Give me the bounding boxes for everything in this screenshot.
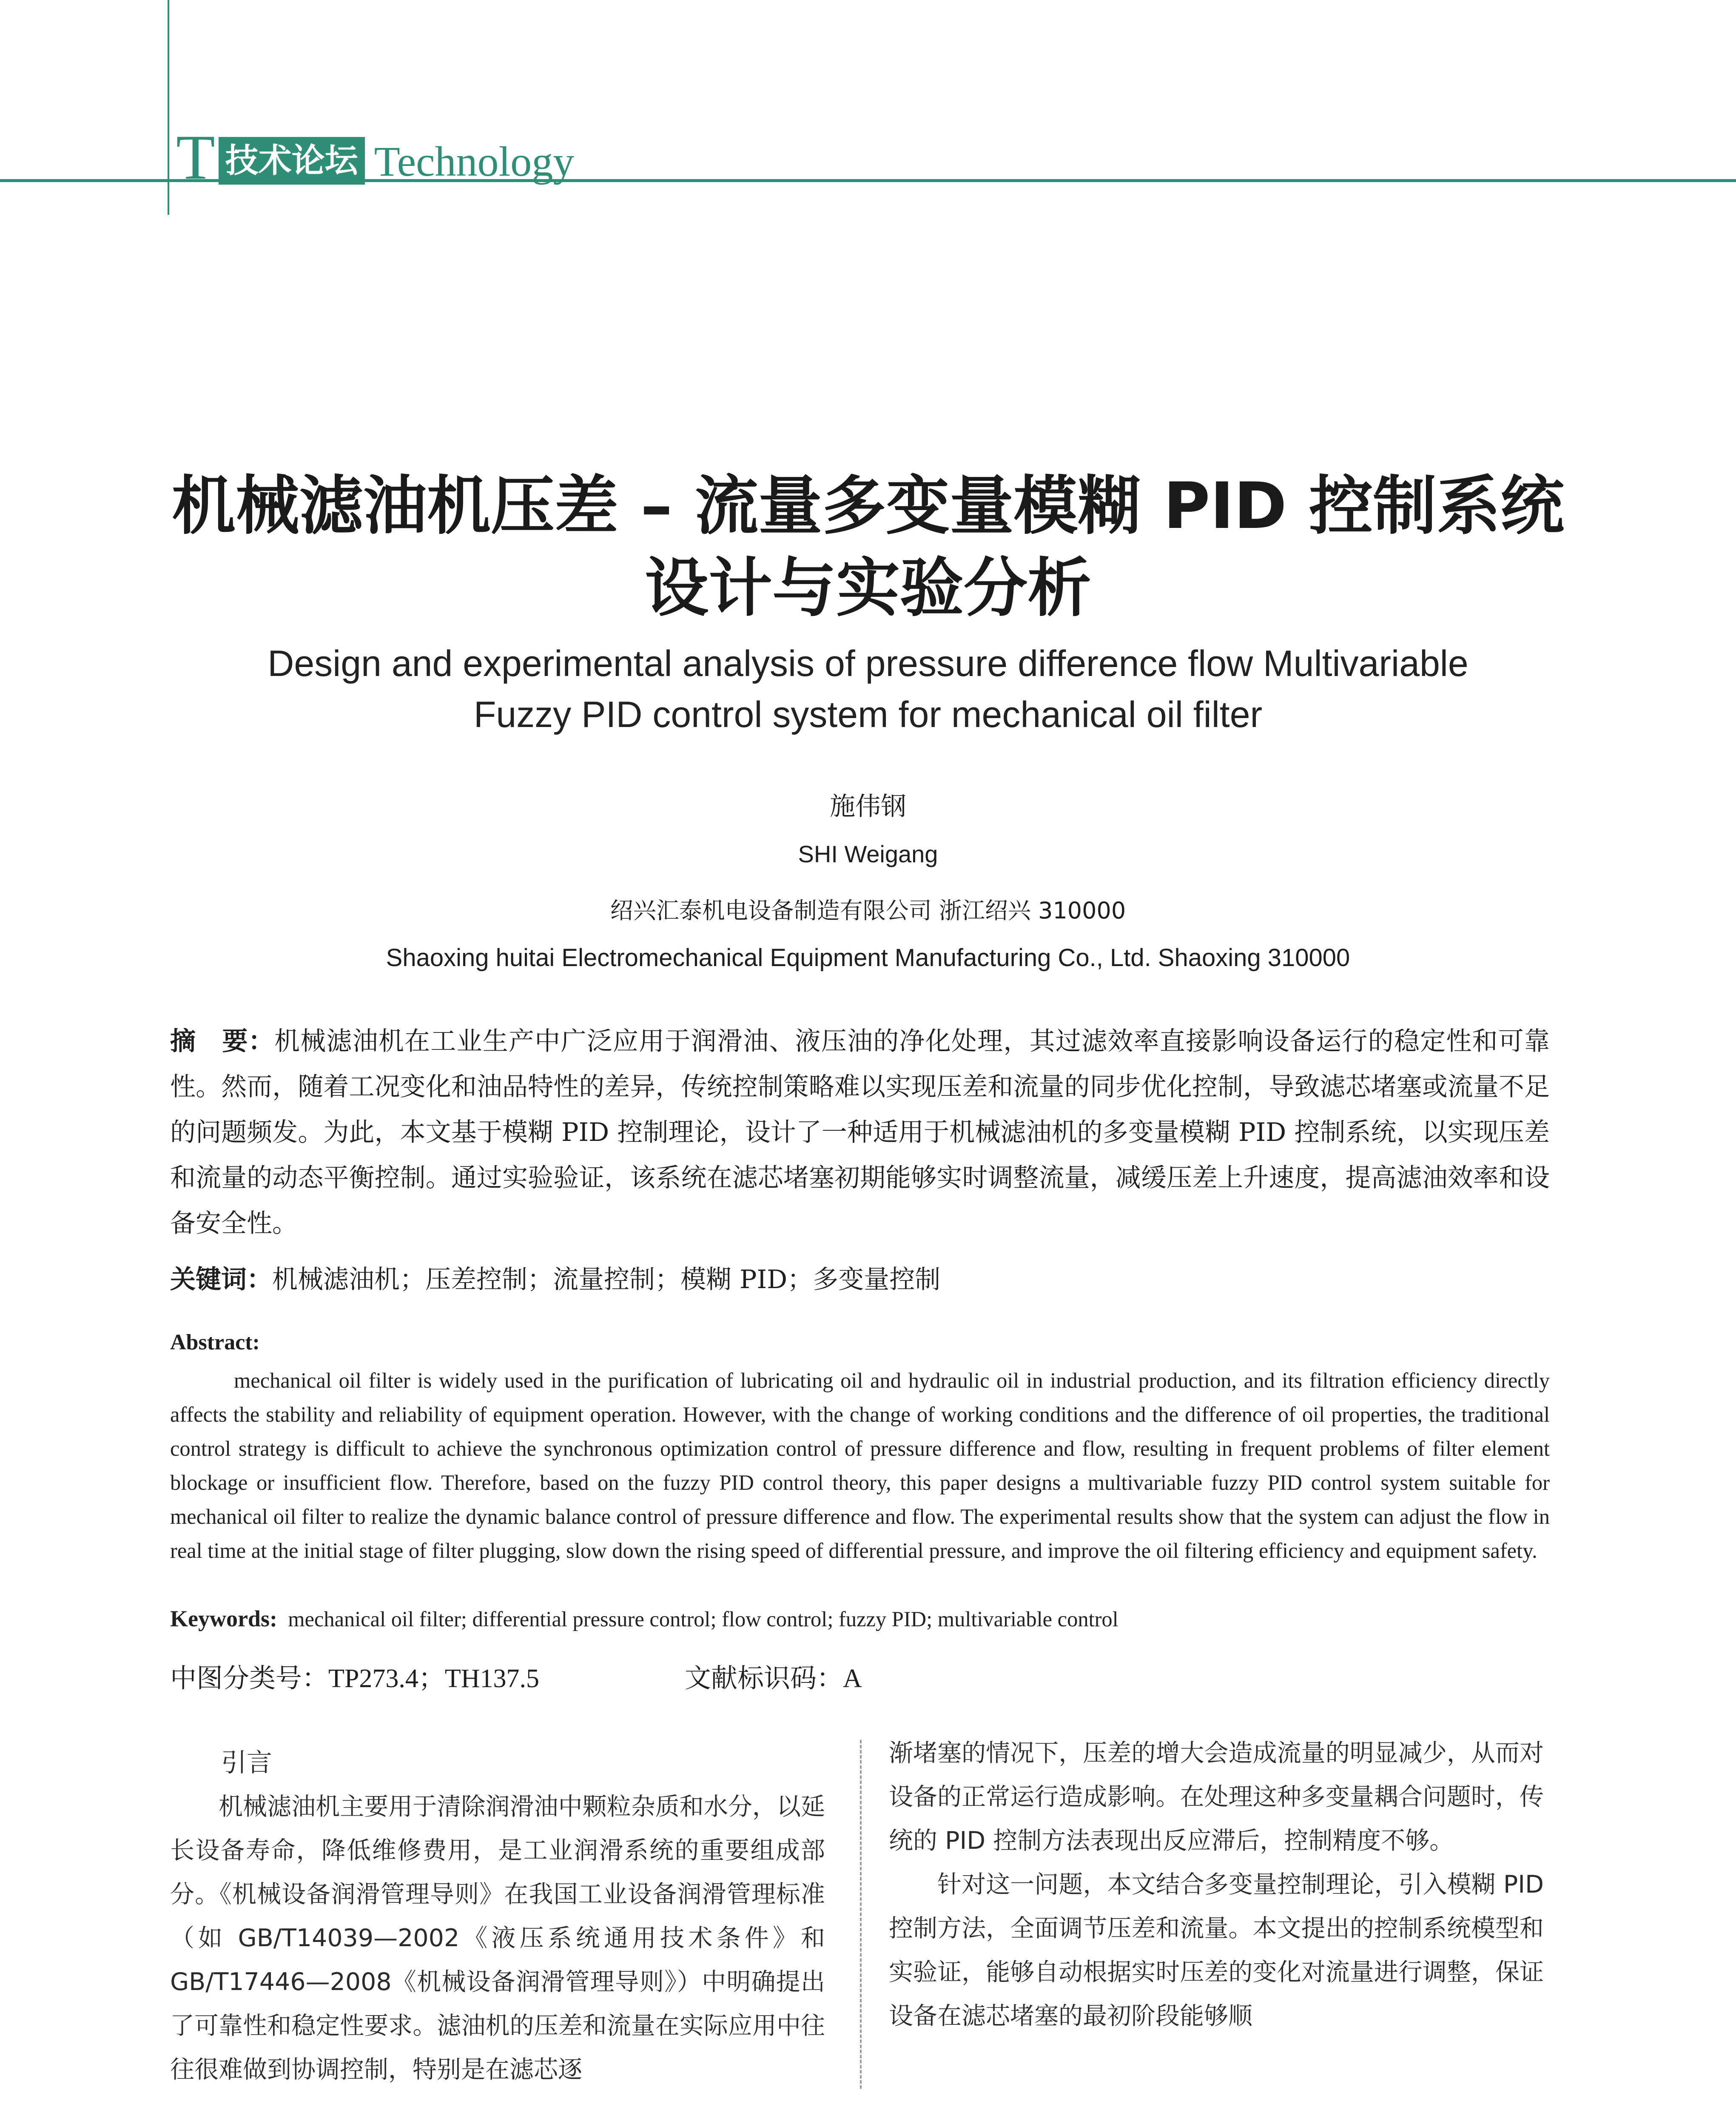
keywords-en-text: mechanical oil filter; differential pressure control; flow control; fuzzy PID; multivariable control: [288, 1607, 1118, 1631]
section-logo-letter: T: [176, 122, 215, 193]
clc-label: 中图分类号：: [170, 1662, 329, 1694]
body-paragraph: 渐堵塞的情况下，压差的增大会造成流量的明显减少，从而对设备的正常运行造成影响。在处理这种多变量耦合问题时，传统的 PID 控制方法表现出反应滞后，控制精度不够。: [889, 1739, 1544, 1855]
section-name-en: Technology: [374, 138, 575, 185]
keywords-en: [170, 1602, 1550, 1636]
affiliation-en: Shaoxing huitai Electromechanical Equipment Manufacturing Co., Ltd. Shaoxing 310000: [386, 944, 1350, 972]
keywords-en-label: Keywords:: [170, 1606, 277, 1631]
section-logo: [176, 122, 575, 193]
title-cn-line1: 机械滤油机压差 – 流量多变量模糊 PID 控制系统: [171, 469, 1565, 543]
title-cn-line2: 设计与实验分析: [644, 551, 1091, 625]
abstract-cn-label: 摘 要：: [170, 1026, 274, 1056]
doc-code-label: 文献标识码：: [685, 1662, 843, 1694]
affiliation-cn: 绍兴汇泰机电设备制造有限公司 浙江绍兴 310000: [610, 897, 1126, 924]
author-name-en: SHI Weigang: [798, 841, 938, 867]
doc-code-value: A: [843, 1664, 862, 1693]
abstract-cn-text: 机械滤油机在工业生产中广泛应用于润滑油、液压油的净化处理，其过滤效率直接影响设备运行的稳定性和可靠性。然而，随着工况变化和油品特性的差异，传统控制策略难以实现压差和流量的同步优化控制，导致滤芯堵塞或流量不足的问题频发。为此，本文基于模糊 PID 控制理论，设计了一种适用于机械滤油机的多变量模糊 PID 控制系统，以实现压差和流量的动态平衡控制。通过实验验证，该系统在滤芯堵塞初期能够实时调整流量，减缓压差上升速度，提高滤油效率和设备安全性。: [170, 1026, 1550, 1238]
document-code: [685, 1661, 862, 1696]
body-paragraph: 针对这一问题，本文结合多变量控制理论，引入模糊 PID 控制方法，全面调节压差和流量。本文提出的控制系统模型和实验证，能够自动根据实时压差的变化对流量进行调整，保证设备在滤芯堵塞的最初阶段能够顺: [889, 1870, 1544, 2030]
title-en-line1: Design and experimental analysis of pressure difference flow Multivariable: [268, 643, 1468, 684]
author-name-cn: 施伟钢: [830, 792, 906, 821]
body-paragraph: 机械滤油机主要用于清除润滑油中颗粒杂质和水分，以延长设备寿命，降低维修费用，是工业润滑系统的重要组成部分。《机械设备润滑管理导则》在我国工业设备润滑管理标准（如 GB/T14039—2002《液压系统通用技术条件》和 GB/T17446—2008《机械设备润滑管理导则》）中明确提出了可靠性和稳定性要求。滤油机的压差和流量在实际应用中往往很难做到协调控制，特别是在滤芯逐: [170, 1793, 825, 2084]
section-heading-introduction: 引言: [221, 1748, 272, 1778]
column-divider: [860, 1740, 862, 2089]
abstract-cn: [170, 1019, 1550, 1246]
clc-number: [170, 1661, 539, 1696]
section-name-cn: 技术论坛: [219, 137, 365, 185]
keywords-cn-label: 关键词：: [170, 1265, 272, 1294]
keywords-cn-text: 机械滤油机；压差控制；流量控制；模糊 PID；多变量控制: [272, 1265, 941, 1294]
abstract-en-label: Abstract:: [170, 1330, 260, 1354]
title-en-line2: Fuzzy PID control system for mechanical oil filter: [473, 694, 1263, 735]
body-right-column: [889, 1731, 1544, 2038]
keywords-cn: [170, 1257, 1550, 1303]
clc-value: TP273.4；TH137.5: [328, 1664, 540, 1693]
header-vertical-rule: [168, 0, 169, 215]
abstract-en-text: mechanical oil filter is widely used in the purification of lubricating oil and hydraulic oil in industrial production, and its filtration efficiency directly affects the stability and reliability of equipment operation. However, with the change of working conditions and the difference of oil properties, the traditional control strategy is difficult to achieve the synchronous optimization control of pressure difference and flow, resulting in frequent problems of filter element blockage or insufficient flow. Therefore, based on the fuzzy PID control theory, this paper designs a multivariable fuzzy PID control system suitable for mechanical oil filter to realize the dynamic balance control of pressure difference and flow. The experimental results show that the system can adjust the flow in real time at the initial stage of filter plugging, slow down the rising speed of differential pressure, and improve the oil filtering efficiency and equipment safety.: [170, 1369, 1550, 1562]
body-left-column: [170, 1741, 825, 2092]
